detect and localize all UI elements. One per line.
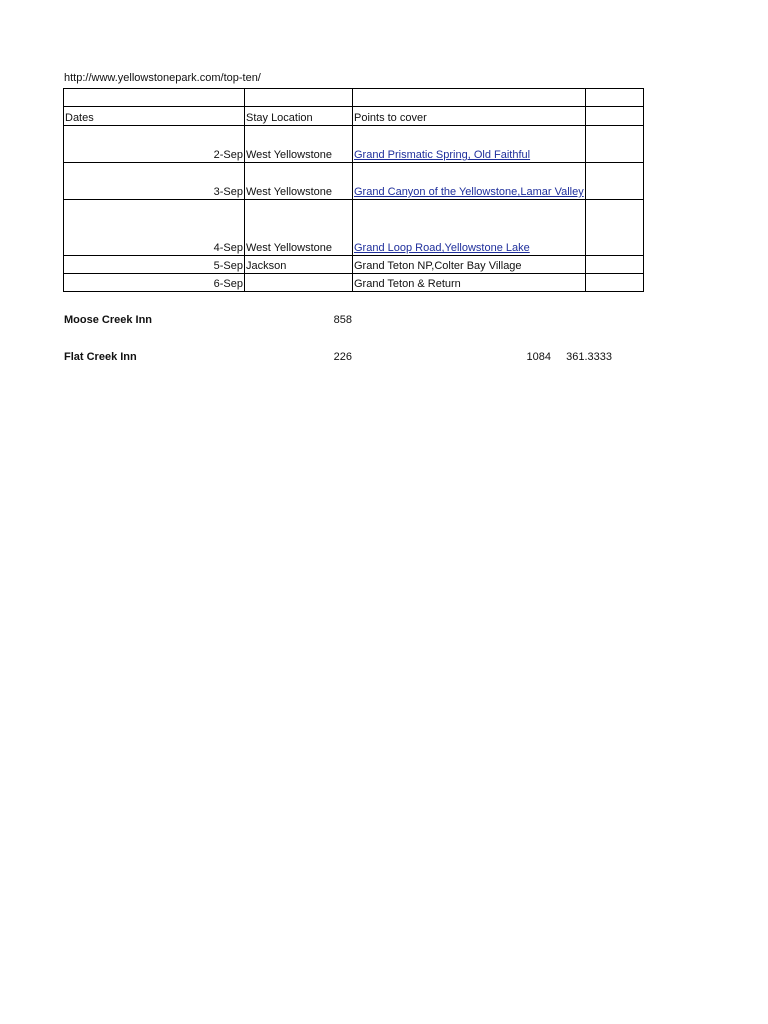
- points-link[interactable]: Grand Canyon of the Yellowstone,Lamar Valley: [354, 186, 584, 198]
- table-cell: [585, 163, 643, 200]
- header-extra: [585, 107, 643, 126]
- table-row: [64, 274, 644, 292]
- table-row: [64, 200, 644, 256]
- table-row: [64, 256, 644, 274]
- date-cell: 6-Sep: [64, 274, 245, 292]
- stay-location-cell: Jackson: [245, 256, 353, 274]
- stay-location-cell: West Yellowstone: [245, 200, 353, 256]
- itinerary-table: [63, 88, 644, 292]
- date-cell: 3-Sep: [64, 163, 245, 200]
- table-cell: [585, 200, 643, 256]
- table-cell: [64, 89, 245, 107]
- source-url[interactable]: http://www.yellowstonepark.com/top-ten/: [64, 72, 261, 84]
- table-cell: [585, 89, 643, 107]
- header-dates: Dates: [64, 107, 245, 126]
- lodging-name-moose-creek: Moose Creek Inn: [64, 314, 153, 326]
- lodging-value-flat-creek: 226: [333, 351, 352, 363]
- points-cell: [353, 163, 586, 200]
- lodging-average: 361.3333: [566, 351, 612, 363]
- date-cell: 4-Sep: [64, 200, 245, 256]
- table-row-blank: [64, 89, 644, 107]
- header-stay-location: Stay Location: [245, 107, 353, 126]
- stay-location-cell: [245, 274, 353, 292]
- date-cell: 5-Sep: [64, 256, 245, 274]
- lodging-name-flat-creek: Flat Creek Inn: [64, 351, 137, 363]
- points-link[interactable]: Grand Loop Road,Yellowstone Lake: [354, 242, 530, 254]
- stay-location-cell: West Yellowstone: [245, 163, 353, 200]
- date-cell: 2-Sep: [64, 126, 245, 163]
- points-link[interactable]: Grand Prismatic Spring, Old Faithful: [354, 149, 531, 161]
- points-cell: [353, 200, 586, 256]
- points-cell: Grand Teton NP,Colter Bay Village: [353, 256, 586, 274]
- lodging-total: 1084: [526, 351, 551, 363]
- stay-location-cell: West Yellowstone: [245, 126, 353, 163]
- header-points-to-cover: Points to cover: [353, 107, 586, 126]
- table-cell: [585, 256, 643, 274]
- table-cell: [585, 274, 643, 292]
- table-row: [64, 126, 644, 163]
- table-cell: [245, 89, 353, 107]
- table-row: [64, 163, 644, 200]
- table-cell: [353, 89, 586, 107]
- points-cell: [353, 126, 586, 163]
- table-header-row: [64, 107, 644, 126]
- points-cell: Grand Teton & Return: [353, 274, 586, 292]
- table-cell: [585, 126, 643, 163]
- lodging-value-moose-creek: 858: [333, 314, 352, 326]
